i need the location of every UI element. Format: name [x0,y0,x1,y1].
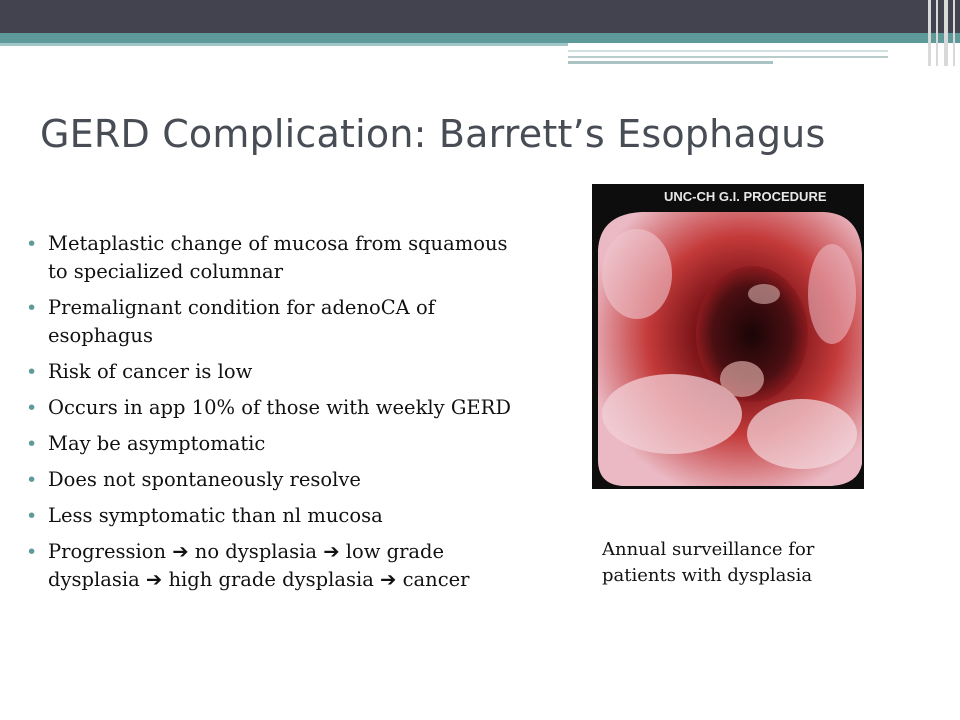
bullet-marker: • [26,505,38,527]
corner-line [928,0,931,66]
bullet-text: Risk of cancer is low [48,360,253,383]
bullet-marker: • [26,469,38,491]
corner-line [944,0,948,66]
bullet-text: Progression ➔ no dysplasia ➔ low grade dysplasia ➔ high grade dysplasia ➔ cancer [48,540,470,591]
bullet-list [26,230,526,602]
bullet-text: Premalignant condition for adenoCA of esophagus [48,296,435,347]
bullet-text: May be asymptomatic [48,432,266,455]
corner-line [953,0,955,66]
bullet-text: Occurs in app 10% of those with weekly GERD [48,396,511,419]
squamous-island [747,399,857,469]
stripe [568,56,888,58]
endoscopy-image [592,184,864,489]
bullet-item [26,466,526,494]
endoscopy-illustration [592,184,864,489]
stripe [568,50,888,52]
mucosa-fold [748,284,780,304]
header-bar [0,0,960,33]
bullet-marker: • [26,361,38,383]
bullet-marker: • [26,233,38,255]
bullet-item [26,430,526,458]
slide-title: GERD Complication: Barrett’s Esophagus [40,112,826,156]
stripe [568,61,773,64]
bullet-text: Does not spontaneously resolve [48,468,361,491]
corner-line [936,0,938,66]
bullet-marker: • [26,397,38,419]
header-stripes-right [568,44,940,64]
bullet-item [26,502,526,530]
image-caption: Annual surveillance for patients with dysplasia [602,539,815,586]
mucosa-fold [720,361,764,397]
bullet-item [26,358,526,386]
bullet-item [26,294,526,350]
header-accent-band [0,33,960,43]
bullet-marker: • [26,541,38,563]
corner-decoration [924,0,960,66]
bullet-item [26,230,526,286]
bullet-marker: • [26,297,38,319]
bullet-text: Less symptomatic than nl mucosa [48,504,383,527]
image-label: UNC-CH G.I. PROCEDURE [664,189,827,204]
squamous-island [808,244,856,344]
bullet-item [26,394,526,422]
squamous-island [602,229,672,319]
bullet-marker: • [26,433,38,455]
header-stripe-left [0,43,568,46]
squamous-island [602,374,742,454]
bullet-item [26,538,526,594]
bullet-text: Metaplastic change of mucosa from squamous to specialized columnar [48,232,508,283]
